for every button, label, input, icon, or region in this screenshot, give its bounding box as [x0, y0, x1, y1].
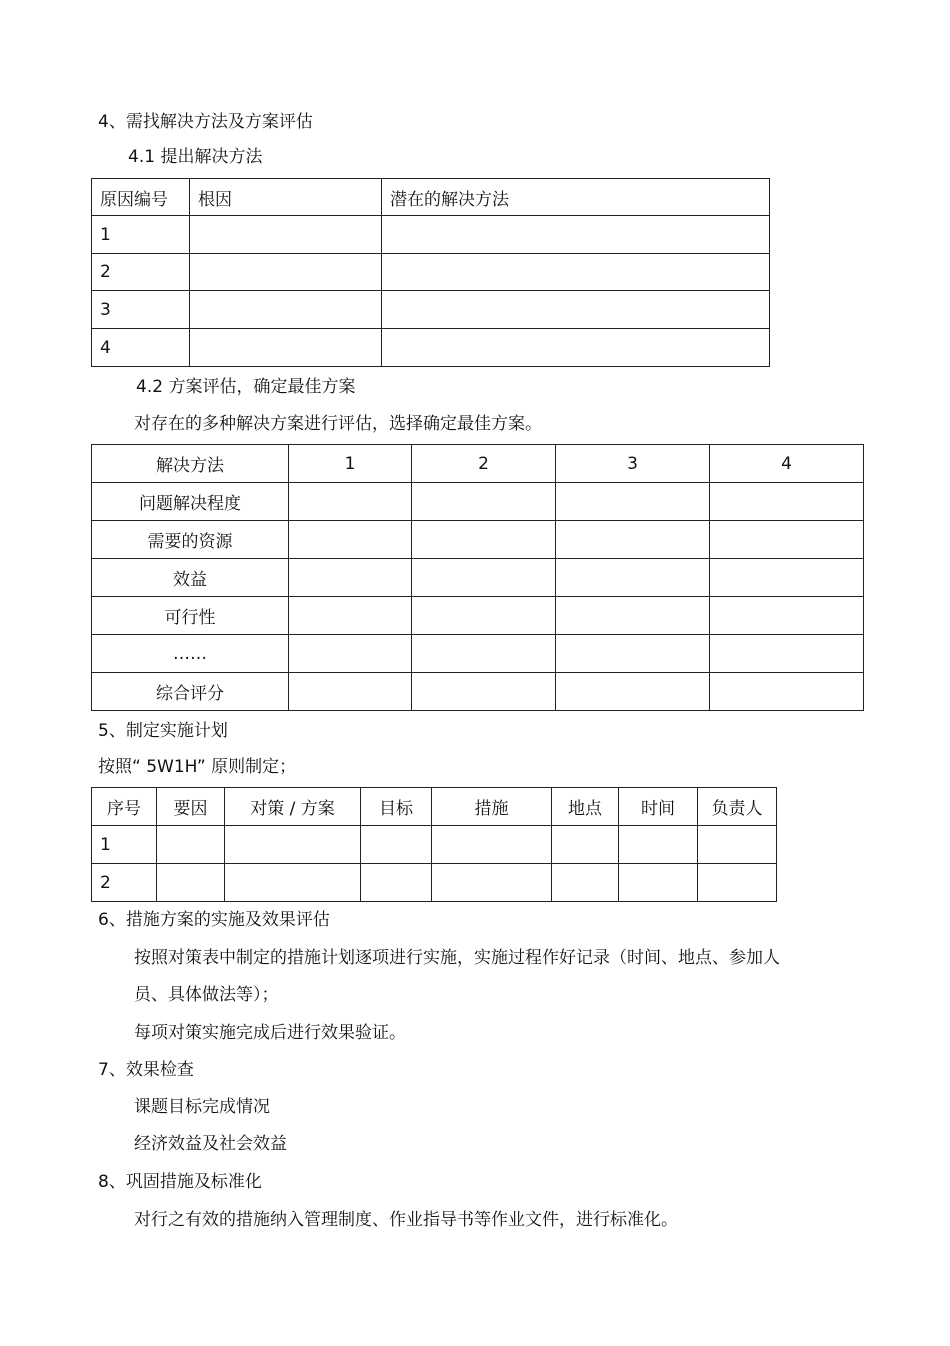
- table-cell: [552, 826, 619, 864]
- table-cell: [619, 826, 698, 864]
- table-cell: [382, 254, 770, 291]
- table-row-label: 需要的资源: [92, 521, 289, 559]
- table-cell: [556, 635, 710, 673]
- table-cell: [157, 826, 225, 864]
- table-cell: [190, 291, 382, 329]
- table-cell: [289, 521, 412, 559]
- table-cell: [289, 483, 412, 521]
- table-row: [92, 826, 777, 864]
- table-row: [92, 559, 864, 597]
- table-cell: [412, 521, 556, 559]
- table-cell: [556, 597, 710, 635]
- table-cell: [190, 216, 382, 254]
- section-7-item-1: 课题目标完成情况: [134, 1097, 270, 1117]
- table-cell: [412, 597, 556, 635]
- table-row-label: ……: [92, 635, 289, 673]
- table-row: [92, 673, 864, 711]
- table-cell: [412, 559, 556, 597]
- table-cell: 2: [92, 254, 190, 291]
- table-cell: [412, 635, 556, 673]
- table-header-cell: 3: [556, 445, 710, 483]
- table-header-cell: 目标: [361, 788, 432, 826]
- table-header-cell: 负责人: [698, 788, 777, 826]
- table-row: [92, 521, 864, 559]
- table-header-cell: 解决方法: [92, 445, 289, 483]
- table-cell: [382, 329, 770, 367]
- table-row-label: 可行性: [92, 597, 289, 635]
- table-cell: [710, 673, 864, 711]
- solution-evaluation-table: [91, 444, 864, 711]
- table-cell: [432, 826, 552, 864]
- table-cell: 3: [92, 291, 190, 329]
- table-cell: 1: [92, 826, 157, 864]
- table-cell: [382, 291, 770, 329]
- table-cell: [225, 864, 361, 902]
- table-header-cell: 原因编号: [92, 179, 190, 216]
- table-row: [92, 291, 770, 329]
- table-cell: [556, 521, 710, 559]
- table-row: [92, 635, 864, 673]
- section-8-heading: 8、巩固措施及标准化: [98, 1172, 262, 1192]
- subsection-4-2-text: 对存在的多种解决方案进行评估，选择确定最佳方案。: [134, 414, 542, 434]
- table-header-cell: 根因: [190, 179, 382, 216]
- table-header-row: [92, 788, 777, 826]
- table-cell: [157, 864, 225, 902]
- root-cause-solutions-table: [91, 178, 770, 367]
- table-header-cell: 潜在的解决方法: [382, 179, 770, 216]
- table-header-cell: 1: [289, 445, 412, 483]
- table-cell: [710, 559, 864, 597]
- table-header-cell: 4: [710, 445, 864, 483]
- table-cell: [289, 673, 412, 711]
- table-cell: [552, 864, 619, 902]
- table-header-cell: 时间: [619, 788, 698, 826]
- table-cell: [190, 329, 382, 367]
- table-row: [92, 483, 864, 521]
- section-5-text: 按照“ 5W1H” 原则制定；: [98, 757, 297, 777]
- table-cell: [412, 483, 556, 521]
- section-6-heading: 6、措施方案的实施及效果评估: [98, 910, 330, 930]
- table-cell: [556, 559, 710, 597]
- section-6-paragraph-line-1: 按照对策表中制定的措施计划逐项进行实施，实施过程作好记录（时间、地点、参加人: [134, 948, 780, 968]
- implementation-plan-table: [91, 787, 777, 902]
- table-cell: 2: [92, 864, 157, 902]
- table-row: [92, 864, 777, 902]
- table-row-label: 问题解决程度: [92, 483, 289, 521]
- table-row-label: 效益: [92, 559, 289, 597]
- table-row: [92, 216, 770, 254]
- table-header-cell: 对策 / 方案: [225, 788, 361, 826]
- table-row-label: 综合评分: [92, 673, 289, 711]
- section-5-heading: 5、制定实施计划: [98, 721, 228, 741]
- subsection-4-1-heading: 4.1 提出解决方法: [128, 147, 263, 167]
- table-header-row: [92, 179, 770, 216]
- table-cell: [190, 254, 382, 291]
- table-header-cell: 序号: [92, 788, 157, 826]
- section-6-paragraph-line-2: 员、具体做法等）；: [134, 985, 279, 1005]
- table-cell: 4: [92, 329, 190, 367]
- table-cell: [225, 826, 361, 864]
- table-cell: [361, 864, 432, 902]
- section-6-paragraph-line-3: 每项对策实施完成后进行效果验证。: [134, 1023, 406, 1043]
- table-header-cell: 地点: [552, 788, 619, 826]
- table-cell: [361, 826, 432, 864]
- table-row: [92, 254, 770, 291]
- table-cell: [556, 673, 710, 711]
- table-cell: [289, 635, 412, 673]
- table-cell: [710, 521, 864, 559]
- table-header-cell: 2: [412, 445, 556, 483]
- table-cell: [382, 216, 770, 254]
- table-cell: [619, 864, 698, 902]
- table-header-cell: 措施: [432, 788, 552, 826]
- table-row: [92, 597, 864, 635]
- table-cell: [710, 635, 864, 673]
- section-8-text: 对行之有效的措施纳入管理制度、作业指导书等作业文件，进行标准化。: [134, 1210, 678, 1230]
- table-header-cell: 要因: [157, 788, 225, 826]
- table-cell: [698, 864, 777, 902]
- table-cell: [289, 559, 412, 597]
- section-7-heading: 7、效果检查: [98, 1060, 194, 1080]
- section-4-heading: 4、需找解决方法及方案评估: [98, 112, 313, 132]
- table-cell: [432, 864, 552, 902]
- table-cell: [698, 826, 777, 864]
- table-cell: [710, 597, 864, 635]
- section-7-item-2: 经济效益及社会效益: [134, 1134, 287, 1154]
- table-cell: [412, 673, 556, 711]
- table-cell: 1: [92, 216, 190, 254]
- table-row: [92, 329, 770, 367]
- table-header-row: [92, 445, 864, 483]
- table-cell: [710, 483, 864, 521]
- table-cell: [556, 483, 710, 521]
- subsection-4-2-heading: 4.2 方案评估，确定最佳方案: [136, 377, 356, 397]
- table-cell: [289, 597, 412, 635]
